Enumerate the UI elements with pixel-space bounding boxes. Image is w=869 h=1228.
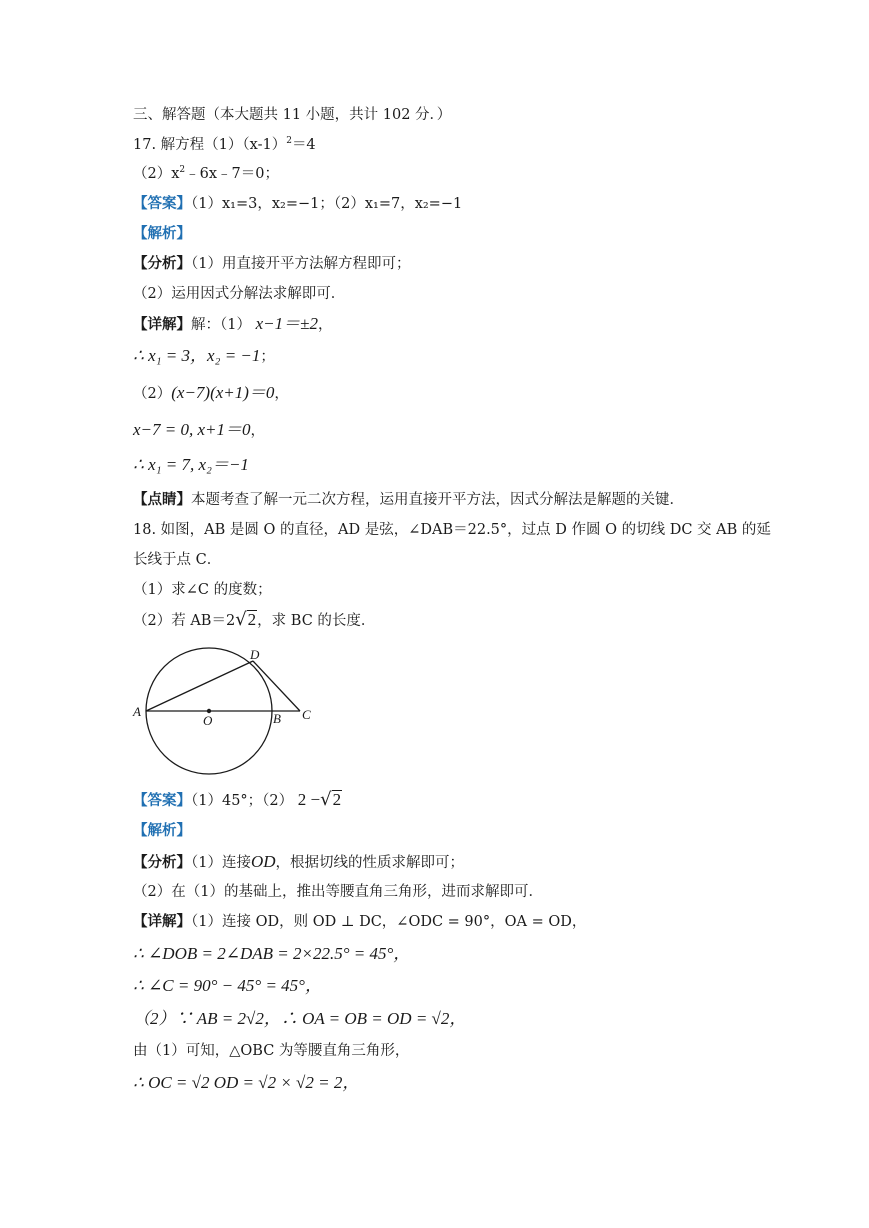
q17-answer <box>133 194 462 214</box>
q17-fenxi-1-text: （1）用直接开平方法解方程即可； <box>191 256 411 272</box>
tangent-dc <box>253 661 300 711</box>
q17-part2-text: （2）x <box>133 166 180 182</box>
q18-detail-eq2: ∴ ∠DOB = 2∠DAB = 2×22.5° = 45°， <box>133 944 411 963</box>
q17-detail-3-prefix: （2） <box>133 386 172 402</box>
answer-tag: 【答案】 <box>133 195 191 212</box>
q18-detail-eq3: ∴ ∠C = 90° − 45° = 45°， <box>133 976 322 995</box>
detail-tag: 【详解】 <box>133 316 191 333</box>
q17-answer-text: （1）x₁=3，x₂=−1；（2）x₁=7，x₂=−1 <box>191 196 463 212</box>
q18-part2: （2）若 AB＝2√2，求 BC 的长度． <box>133 609 376 630</box>
q18-answer-expr: 2 − <box>297 790 321 809</box>
q18-detail-6 <box>133 1073 359 1094</box>
label-b: B <box>273 711 281 726</box>
answer-tag: 【答案】 <box>133 792 191 809</box>
q17-fenxi-1 <box>133 254 410 274</box>
q17-detail-4: x−7 = 0, x+1＝0， <box>133 420 266 439</box>
q18-detail-4 <box>133 1009 466 1030</box>
comment-tag: 【点睛】 <box>133 491 191 508</box>
label-d: D <box>250 647 260 662</box>
q17-detail-eq1: x−1＝±2 <box>255 314 318 333</box>
fenxi-tag: 【分析】 <box>133 255 191 272</box>
q17-detail-5 <box>133 455 249 476</box>
q18-detail-1 <box>133 912 586 932</box>
q18-detail-1-text: （1）连接 OD，则 OD ⊥ DC，∠ODC = 90°，OA = OD， <box>191 914 587 930</box>
q18-number: 18. <box>133 522 157 538</box>
q18-fenxi-1 <box>133 852 464 873</box>
q17-detail-eq3: (x−7)(x+1)＝0 <box>171 383 275 402</box>
q18-part2-radicand: 2 <box>247 610 257 629</box>
q17-part2 <box>133 164 279 184</box>
circle-figure <box>128 645 328 780</box>
analysis-tag: 【解析】 <box>133 822 191 839</box>
q18-stem-2: 长线于点 C． <box>133 552 222 568</box>
q18-part1: （1）求∠C 的度数； <box>133 582 272 598</box>
q18-fenxi-2: （2）在（1）的基础上，推出等腰直角三角形，进而求解即可． <box>133 884 543 900</box>
q17-analysis-tag <box>133 224 191 244</box>
q17-detail-eq2: ∴ x₁ = 3，x₂ = −1 <box>133 346 261 365</box>
q18-part2-text: （2）若 AB＝2 <box>133 613 236 629</box>
q17-detail-3: （2）(x−7)(x+1)＝0， <box>133 383 289 402</box>
q17-stem <box>133 135 316 155</box>
q18-analysis-tag <box>133 821 191 841</box>
q17-detail-1: 【详解】解：（1） x−1＝±2， <box>133 314 333 333</box>
q17-comment-text: 本题考查了解一元二次方程，运用直接开平方法，因式分解法是解题的关键． <box>191 492 684 508</box>
q18-detail-eq6: ∴ OC = √2 OD = √2 × √2 = 2， <box>133 1073 360 1092</box>
q18-answer: 【答案】（1）45°；（2） 2 −√2 <box>133 789 342 810</box>
q18-detail-5: 由（1）可知，△OBC 为等腰直角三角形， <box>133 1043 410 1059</box>
analysis-tag: 【解析】 <box>133 225 191 242</box>
q17-exponent: 2 <box>286 136 292 147</box>
q17-detail-prefix: 解：（1） <box>191 317 251 333</box>
q17-detail-2: ∴ x₁ = 3，x₂ = −1； <box>133 346 275 365</box>
q18-answer-radicand: 2 <box>332 790 342 809</box>
q17-part2-rest: ﹣6x﹣7＝0； <box>185 166 279 182</box>
q17-detail-eq4: x−7 = 0, x+1＝0 <box>133 420 251 439</box>
label-c: C <box>302 707 311 722</box>
q17-comment <box>133 490 684 510</box>
q18-part2-rest: ，求 BC 的长度． <box>257 613 376 629</box>
q18-detail-2 <box>133 944 410 965</box>
q17-detail-eq5: ∴ x₁ = 7, x₂＝−1 <box>133 455 249 474</box>
detail-tag: 【详解】 <box>133 913 191 930</box>
section-heading: 三、解答题（本大题共 11 小题，共计 102 分．） <box>133 107 452 123</box>
q18-detail-eq4: （2）∵ AB = 2√2，∴ OA = OB = OD = √2， <box>133 1009 467 1028</box>
fenxi-tag: 【分析】 <box>133 854 191 871</box>
q18-answer-text: （1）45°；（2） <box>191 793 294 809</box>
q17-number: 17. <box>133 137 157 153</box>
label-a: A <box>133 704 141 719</box>
q18-stem-1 <box>133 520 771 540</box>
q18-detail-3 <box>133 976 322 997</box>
q17-stem-rhs: ＝4 <box>291 137 316 153</box>
q18-fenxi-1a: （1）连接 <box>191 855 251 871</box>
q18-fenxi-1b: ，根据切线的性质求解即可； <box>275 855 465 871</box>
q18-fenxi-od: OD <box>250 852 276 871</box>
q17-part2-exponent: 2 <box>179 165 186 176</box>
q17-stem-text: 解方程（1）（x-1） <box>160 137 287 153</box>
label-o: O <box>203 713 213 728</box>
q17-fenxi-2: （2）运用因式分解法求解即可． <box>133 286 346 302</box>
q18-stem-1-text: 如图，AB 是圆 O 的直径，AD 是弦，∠DAB＝22.5°，过点 D 作圆 O 的切线 DC 交 AB 的延 <box>160 522 771 538</box>
